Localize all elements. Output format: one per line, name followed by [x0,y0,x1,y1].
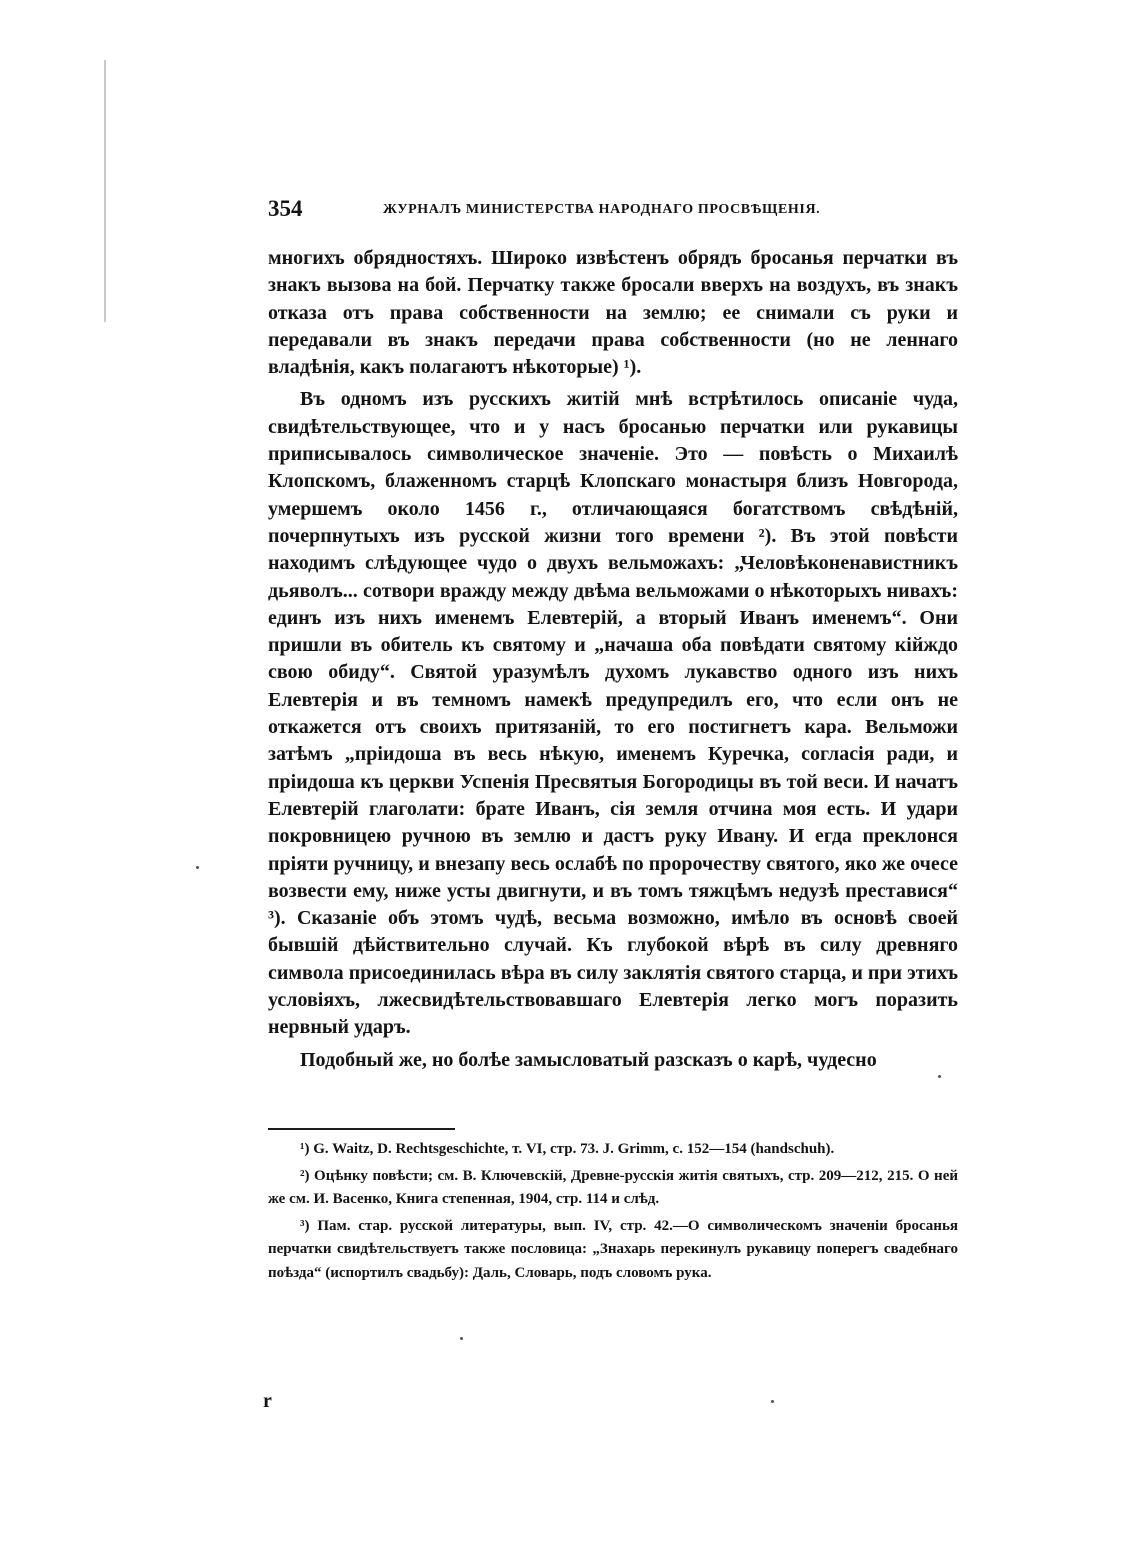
paragraph-continued: многихъ обрядностяхъ. Широко извѣстенъ обрядъ бросанья перчатки въ знакъ вызова на бой. Перчатку также бросали вверхъ на воздухъ, въ знакъ отказа отъ права собственности на землю; ее снимали съ руки и передавали въ знакъ передачи права собственности (но не леннаго владѣнія, какъ полагаютъ нѣкоторые) ¹). [268,247,958,379]
scan-speck [938,1075,941,1078]
scan-edge-line [104,60,106,322]
footnote-text: Оцѣнку повѣсти; см. В. Ключевскій, Древне-русскія житія святыхъ, стр. 209—212, 215. О ней же см. И. Васенко, Книга степенная, 1904, стр. 114 и слѣд. [268,1167,958,1207]
scan-speck [460,1337,463,1340]
footnote-3 [268,1215,958,1286]
page-number: 354 [268,196,303,221]
footnotes [268,1138,958,1288]
stray-mark: r [263,1390,272,1412]
main-text [268,245,958,1074]
scan-speck [771,1400,774,1403]
footnote-1 [268,1138,958,1162]
footnote-text: G. Waitz, D. Rechtsgeschichte, т. VI, стр. 73. J. Grimm, c. 152—154 (handschuh). [313,1141,835,1157]
page-header [268,196,958,226]
footnote-separator [268,1128,455,1130]
paragraph-klopsky-miracle: Въ одномъ изъ русскихъ житій мнѣ встрѣтилось описаніе чуда, свидѣтельствующее, что и у насъ бросанью перчатки или рукавицы приписывалось символическое значеніе. Это — повѣсть о Михаилѣ Клопскомъ, блаженномъ старцѣ Клопскаго монастыря близъ Новгорода, умершемъ около 1456 г., отличающаяся богатствомъ свѣдѣній, почерпнутыхъ изъ русской жизни того времени ²). Въ этой повѣсти находимъ слѣдующее чудо о двухъ вельможахъ: „Человѣконенавистникъ дьяволъ... сотвори вражду между двѣма вельможами о нѣкоторыхъ нивахъ: единъ изъ нихъ именемъ Елевтерій, а вторый Иванъ именемъ“. Они пришли въ обитель къ святому и „начаша оба повѣдати святому кійждо свою обиду“. Святой уразумѣлъ духомъ лукавство одного изъ нихъ Елевтерія и въ темномъ намекѣ предупредилъ его, что если онъ не откажется отъ своихъ притязаній, то его постигнетъ кара. Вельможи затѣмъ „пріидоша въ весь нѣкую, именемъ Куречка, согласія ради, и пріидоша къ церкви Успенія Пресвятыя Богородицы въ той веси. И начатъ Елевтерій глаголати: брате Иванъ, сія земля отчина моя есть. И удари покровницею ручною въ землю и дастъ руку Ивану. И егда преклонся пріяти ручницу, и внезапу весь ослабѣ по пророчеству святого, яко же очесе возвести ему, ниже усты двигнути, и въ томъ тяжцѣмъ недузѣ преставися“ ³). Сказаніе объ этомъ чудѣ, весьма возможно, имѣло въ основѣ своей бывшій дѣйствительно случай. Къ глубокой вѣрѣ въ силу древняго символа присоединилась вѣра въ силу заклятія святого старца, и при этихъ условіяхъ, лжесвидѣтельствовавшаго Елевтерія легко могъ поразить нервный ударъ. [268,388,958,1039]
paragraph-next: Подобный же, но болѣе замысловатый разсказъ о карѣ, чудесно [300,1048,877,1071]
footnote-marker: ²) [300,1167,310,1184]
footnote-text: Пам. стар. русской литературы, вып. IV, стр. 42.—О символическомъ значеніи бросанья перчатки свидѣтельствуетъ также пословица: „Знахарь перекинулъ рукавицу поперегъ свадебнаго поѣзда“ (испортилъ свадьбу): Даль, Словарь, подъ словомъ рука. [268,1217,958,1281]
scan-speck [196,866,199,869]
running-title: ЖУРНАЛЪ МИНИСТЕРСТВА НАРОДНАГО ПРОСВѢЩЕНІЯ. [383,202,821,217]
footnote-2 [268,1165,958,1212]
footnote-marker: ¹) [300,1141,310,1157]
footnote-marker: ³) [300,1217,310,1234]
